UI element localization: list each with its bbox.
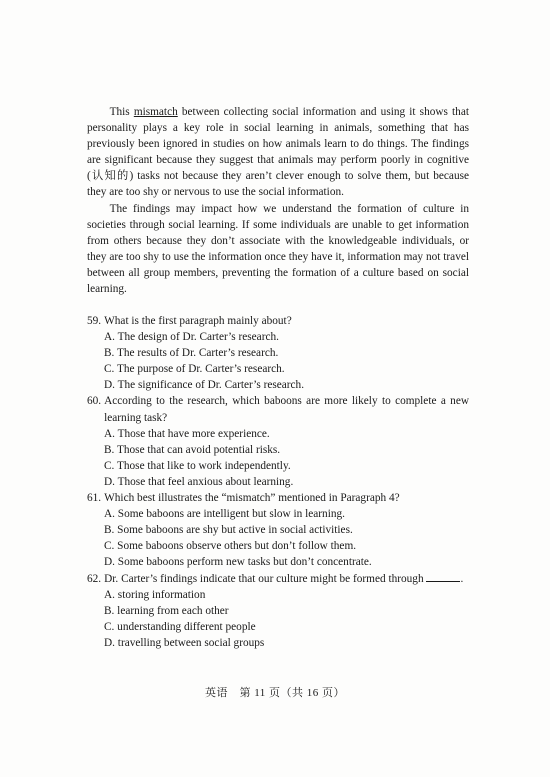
question-number: 60. — [87, 395, 102, 408]
question-text: According to the research, which baboons are more likely to complete a new learning task? — [104, 395, 469, 424]
question-text: What is the first paragraph mainly about? — [104, 315, 292, 327]
option-c: C. The purpose of Dr. Carter’s research. — [104, 363, 285, 376]
option-c: C. Those that like to work independently. — [104, 459, 291, 472]
option-a: A. The design of Dr. Carter’s research. — [104, 331, 279, 344]
question-60 — [87, 393, 469, 490]
reading-passage — [87, 104, 469, 297]
question-number: 61. — [87, 492, 102, 505]
paragraph-text: This — [109, 106, 134, 118]
option-d: D. Those that feel anxious about learning. — [104, 475, 294, 488]
option-list — [87, 506, 469, 570]
option-b: B. Some baboons are shy but active in social activities. — [104, 524, 353, 537]
option-b: B. Those that can avoid potential risks. — [104, 443, 281, 456]
question-number: 59. — [87, 315, 102, 327]
question-text-end: . — [460, 572, 464, 585]
passage-paragraph: The findings may impact how we understand the formation of culture in societies through social learning. If some individuals are unable to get information from others because they don’t associate with the knowledgeable individuals, or they are too shy to use the information once they have it, information may not travel between all group members, preventing the formation of a culture based on social learning. — [87, 202, 469, 296]
question-stem — [87, 313, 469, 329]
question-61 — [87, 490, 469, 570]
question-number: 62. — [87, 572, 102, 585]
question-list — [87, 313, 469, 651]
option-d: D. Some baboons perform new tasks but don’t concentrate. — [104, 556, 372, 569]
question-text-main: Dr. Carter’s findings indicate that our culture might be formed through — [104, 572, 424, 585]
option-list — [87, 426, 469, 490]
option-b: B. learning from each other — [104, 604, 229, 617]
question-text: Which best illustrates the “mismatch” mentioned in Paragraph 4? — [104, 492, 400, 505]
question-stem — [87, 571, 469, 587]
option-c: C. understanding different people — [104, 620, 256, 633]
paragraph-text: between collecting social information and using it shows that personality plays a key role in social learning in animals, something that has previously been ignored in studies on how animals learn to do things. The findings are significant because they suggest that animals may perform poorly in cognitive (认知的) tasks not because they aren’t clever enough to solve them, but because they are too shy or nervous to use the social information. — [87, 106, 469, 199]
passage-paragraph — [87, 104, 469, 201]
question-text — [104, 571, 469, 587]
option-list — [87, 329, 469, 393]
option-list — [87, 587, 469, 651]
option-c: C. Some baboons observe others but don’t follow them. — [104, 540, 357, 553]
question-stem — [87, 393, 469, 425]
option-d: D. The significance of Dr. Carter’s research. — [104, 379, 305, 392]
option-d: D. travelling between social groups — [104, 636, 265, 649]
underlined-word: mismatch — [133, 106, 178, 118]
answer-blank — [426, 572, 460, 582]
question-stem — [87, 490, 469, 506]
option-a: A. Those that have more experience. — [104, 427, 270, 440]
page-footer: 英语 第 11 页（共 16 页） — [204, 687, 346, 699]
option-b: B. The results of Dr. Carter’s research. — [104, 347, 279, 360]
question-59 — [87, 313, 469, 393]
option-a: A. Some baboons are intelligent but slow in learning. — [104, 508, 345, 521]
question-62 — [87, 571, 469, 651]
option-a: A. storing information — [104, 588, 206, 601]
